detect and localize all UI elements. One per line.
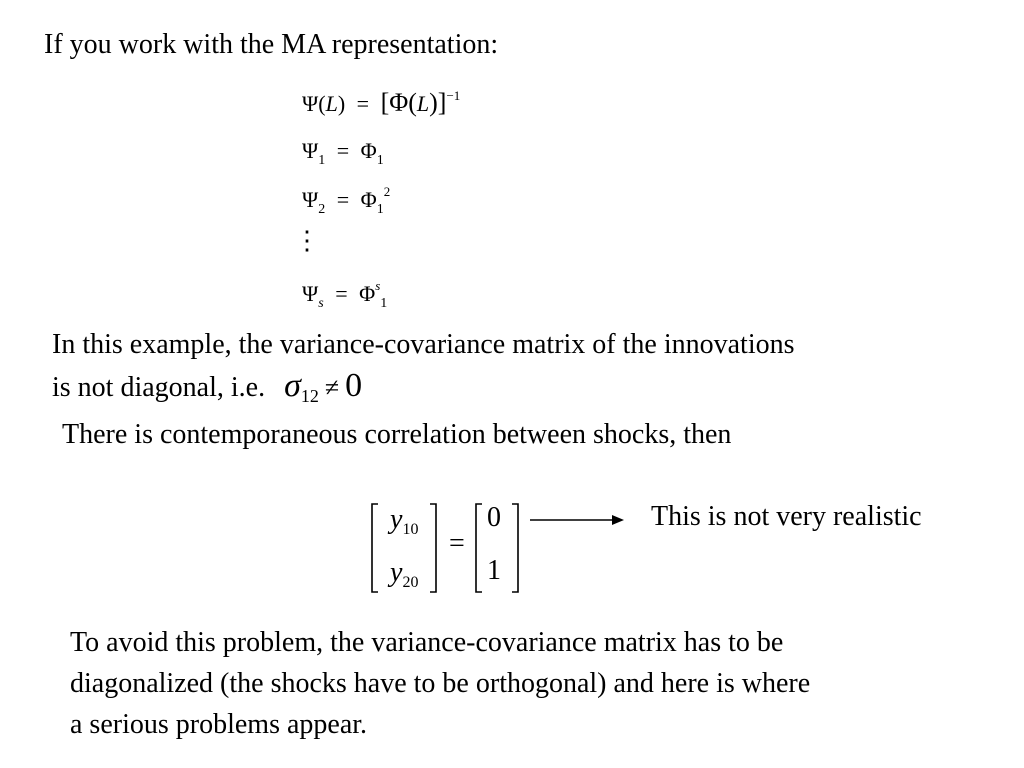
subscript: 1 — [380, 296, 388, 311]
lag-operator: L — [416, 91, 430, 116]
realism-note: This is not very realistic — [651, 501, 922, 532]
paragraph-diagonalization — [70, 622, 810, 745]
equation-psi-s — [302, 278, 388, 311]
phi-symbol: Φ — [359, 281, 376, 306]
not-equal-sign: ≠ — [324, 373, 340, 402]
superscript: 2 — [383, 184, 391, 199]
matrix-value-0: 0 — [487, 502, 501, 533]
subscript: 1 — [376, 202, 384, 217]
subscript: 1 — [318, 153, 326, 168]
equals-sign: = — [356, 91, 370, 116]
phi-open: [Φ( — [380, 88, 417, 117]
psi-symbol: Ψ — [302, 138, 319, 163]
arrow-head-icon — [612, 515, 624, 525]
subscript: 1 — [376, 153, 384, 168]
sigma-subscript: 12 — [300, 386, 319, 406]
equation-psi-of-l — [302, 88, 460, 118]
vertical-ellipsis: ⋮ — [294, 226, 320, 255]
y-symbol: y — [390, 504, 403, 535]
paragraph-variance-covariance — [52, 324, 795, 411]
matrix-y20 — [390, 557, 418, 589]
paragraph-line — [52, 365, 795, 411]
paragraph-line-text: is not diagonal, i.e. — [52, 372, 266, 403]
intro-text: If you work with the MA representation: — [44, 29, 499, 60]
matrix-value-1: 1 — [487, 555, 501, 586]
zero-value: 0 — [345, 367, 363, 404]
subscript: 2 — [318, 202, 326, 217]
paragraph-contemporaneous: There is contemporaneous correlation between shocks, then — [62, 419, 732, 450]
subscript: 20 — [402, 574, 419, 591]
equals-sign: = — [336, 187, 350, 212]
paragraph-line: To avoid this problem, the variance-covariance matrix has to be — [70, 627, 784, 658]
left-bracket — [476, 504, 482, 592]
right-bracket — [512, 504, 518, 592]
subscript: 10 — [402, 521, 419, 538]
paragraph-line: a serious problems appear. — [70, 709, 368, 740]
paren-close: ) — [337, 91, 346, 116]
phi-close: )] — [429, 88, 447, 117]
left-bracket — [372, 504, 378, 592]
phi-symbol: Φ — [360, 138, 377, 163]
lag-operator: L — [325, 91, 338, 116]
sigma-inequality — [284, 365, 362, 411]
subscript: s — [318, 296, 324, 311]
y-symbol: y — [390, 557, 403, 588]
paragraph-line: diagonalized (the shocks have to be orthogonal) and here is where — [70, 668, 811, 699]
matrix-y10 — [390, 504, 418, 536]
psi-symbol: Ψ — [302, 281, 319, 306]
sigma-symbol: σ — [284, 367, 301, 404]
paragraph-line: In this example, the variance-covariance matrix of the innovations — [52, 329, 795, 360]
inverse-exponent: −1 — [446, 88, 461, 103]
equals-sign: = — [336, 138, 350, 163]
matrix-equals: = — [449, 528, 465, 559]
equation-psi-1 — [302, 138, 384, 168]
equation-psi-2 — [302, 184, 391, 217]
phi-symbol: Φ — [360, 187, 377, 212]
superscript: s — [375, 278, 381, 293]
psi-symbol: Ψ — [302, 187, 319, 212]
right-bracket — [430, 504, 436, 592]
psi-symbol: Ψ( — [302, 91, 326, 116]
equals-sign: = — [335, 281, 348, 306]
